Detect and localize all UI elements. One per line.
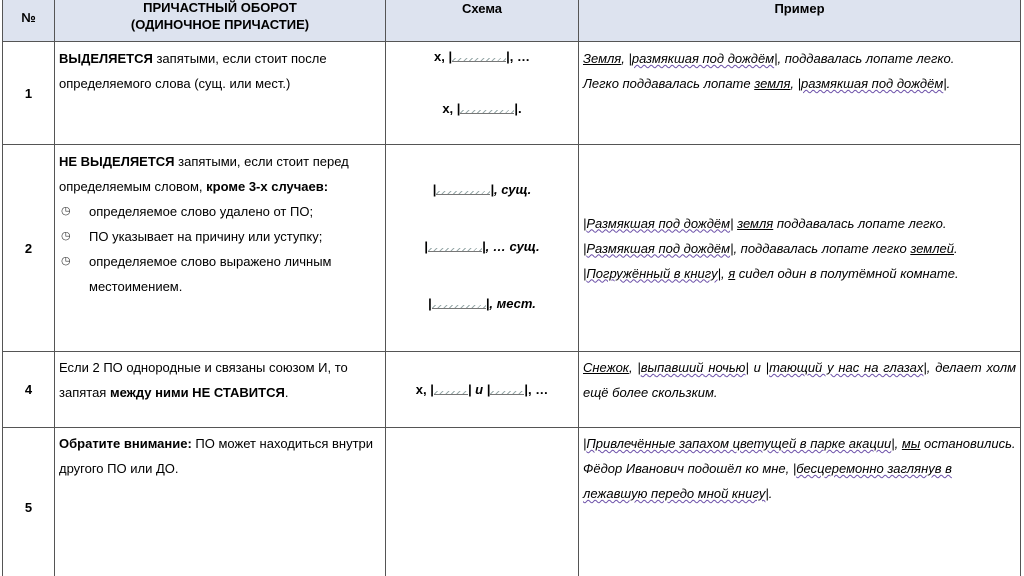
rule-cell: Если 2 ПО однородные и связаны союзом И, то запятая между ними НЕ СТАВИТСЯ. xyxy=(55,352,386,428)
rule-cell xyxy=(55,145,386,352)
rule-cell xyxy=(55,42,386,145)
scheme-line: х, | | и | |, … xyxy=(415,382,549,397)
list-item: ◷ ПО указывает на причину или уступку; xyxy=(59,224,381,249)
example-line: |Размякшая под дождём|, поддавалась лопате легко землей. xyxy=(583,240,958,256)
wavy-underline-icon xyxy=(460,105,514,114)
example-line: Снежок, |выпавший ночью| и |тающий у нас на глазах|, делает холм ещё более скользким. xyxy=(583,360,1016,400)
clock-icon: ◷ xyxy=(61,255,71,267)
example-line: |Привлечённые запахом цветущей в парке акации|, мы остановились. xyxy=(583,436,1016,451)
example-line: |Погружённый в книгу|, я сидел один в полутёмной комнате. xyxy=(583,265,959,281)
list-item: ◷ определяемое слово удалено от ПО; xyxy=(59,199,381,224)
rule-cell xyxy=(55,428,386,576)
row-number: 2 xyxy=(3,145,55,352)
rules-table xyxy=(2,0,1021,576)
scheme-line: | |, … сущ. xyxy=(424,239,540,254)
rule-bold: Обратите внимание: xyxy=(59,436,192,451)
header-scheme: Схема xyxy=(386,0,579,42)
scheme-line: | |, мест. xyxy=(428,296,536,311)
example-line: |Размякшая под дождём| земля поддавалась лопате легко. xyxy=(583,215,947,231)
header-example: Пример xyxy=(579,0,1021,42)
example-line: Легко поддавалась лопате земля, |размякшая под дождём|. xyxy=(583,76,951,91)
table-row xyxy=(3,352,1021,428)
wavy-underline-icon xyxy=(452,53,506,62)
row-number: 4 xyxy=(3,352,55,428)
rule-bold: НЕ ВЫДЕЛЯЕТСЯ xyxy=(59,154,175,169)
example-line: Фёдор Иванович подошёл ко мне, |бесцеремонно заглянув в лежавшую передо мной книгу|. xyxy=(583,461,952,501)
table-row xyxy=(3,42,1021,145)
rule-text: ПО может находиться внутри другого ПО или ДО. xyxy=(59,436,374,476)
row-number: 1 xyxy=(3,42,55,145)
scheme-line: х, | |, … xyxy=(434,49,530,64)
example-cell xyxy=(579,145,1021,352)
wavy-underline-icon xyxy=(434,386,468,395)
example-line: Земля, |размякшая под дождём|, поддавалась лопате легко. xyxy=(583,51,955,66)
scheme-cell xyxy=(386,42,579,145)
table-row xyxy=(3,145,1021,352)
wavy-underline-icon xyxy=(432,300,486,309)
wavy-underline-icon xyxy=(428,243,482,252)
exceptions-list xyxy=(59,199,381,299)
header-participle-line2: (ОДИНОЧНОЕ ПРИЧАСТИЕ) xyxy=(130,17,310,32)
example-cell xyxy=(579,352,1021,428)
example-cell xyxy=(579,428,1021,576)
table-row xyxy=(3,428,1021,576)
rule-bold: ВЫДЕЛЯЕТСЯ xyxy=(59,51,153,66)
rule-text: запятыми, если стоит перед определяемым словом, xyxy=(59,154,349,194)
rule-text: запятыми, если стоит после определяемого слова (сущ. или мест.) xyxy=(59,51,327,91)
scheme-cell xyxy=(386,428,579,576)
row-number: 5 xyxy=(3,428,55,576)
table-header-row xyxy=(3,0,1021,42)
clock-icon: ◷ xyxy=(61,230,71,242)
scheme-line: х, | |. xyxy=(442,101,522,116)
list-item: ◷ определяемое слово выражено личным местоимением. xyxy=(59,249,381,299)
header-num: № xyxy=(3,0,55,42)
example-cell xyxy=(579,42,1021,145)
rule-bold-exceptions: кроме 3-х случаев: xyxy=(206,179,329,194)
scheme-cell xyxy=(386,352,579,428)
rule-bold: между ними НЕ СТАВИТСЯ xyxy=(109,385,285,400)
header-participle xyxy=(55,0,386,42)
wavy-underline-icon xyxy=(436,186,490,195)
header-participle-line1: ПРИЧАСТНЫЙ ОБОРОТ xyxy=(143,0,297,15)
clock-icon: ◷ xyxy=(61,205,71,217)
wavy-underline-icon xyxy=(490,386,524,395)
scheme-line: | |, сущ. xyxy=(432,182,532,197)
scheme-cell xyxy=(386,145,579,352)
